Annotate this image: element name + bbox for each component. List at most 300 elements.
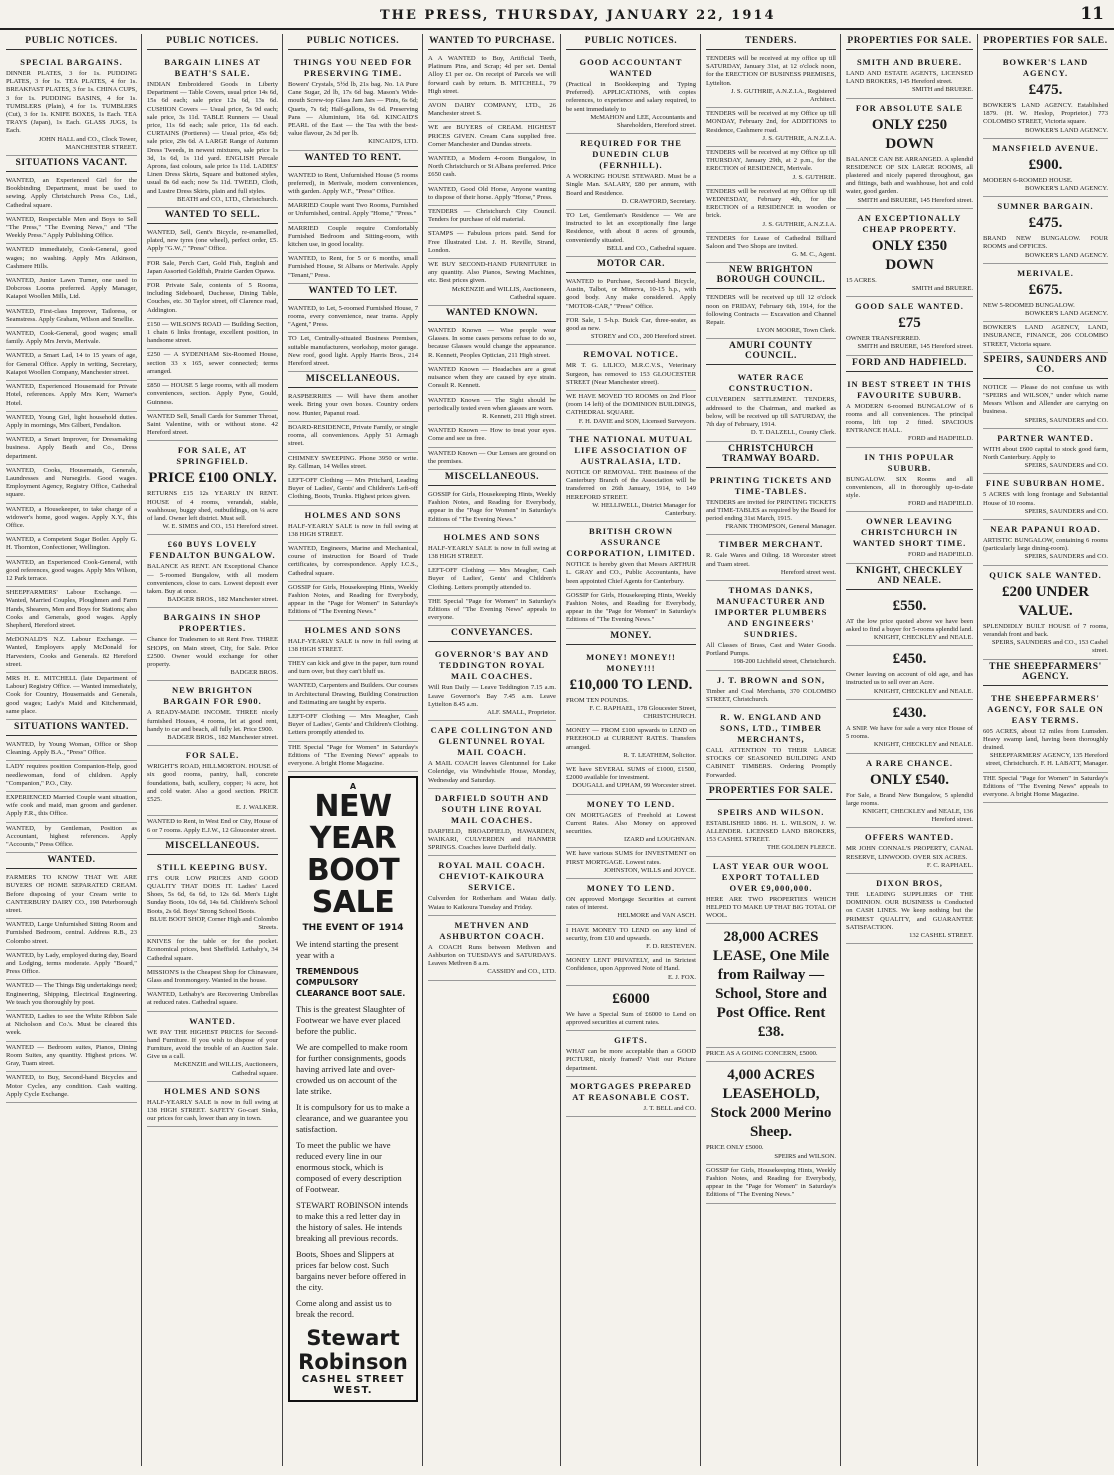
ad-text: £250 — A SYDENHAM Six-Roomed House, section 33 x 165, sewer connected; terms arranged. (147, 351, 278, 375)
ad-text: THE LEADING SUPPLIERS OF THE DOMINION. OUR BUSINESS is Conducted on CASH LINES. We keep nothing but the PRIMEST QUALITY, and GUARANTEE SATISFACTION. (846, 890, 973, 931)
ad-text: MRS H. E. MITCHELL (late Department of Labour) Registry Office. — Wanted immediately, Cook for Country, Housemaids and Generals, good wages; Lady's Maid and Kitchenmaid, same place. (6, 674, 137, 715)
ad-text: MR T. G. LILICO, M.R.C.V.S., Veterinary Surgeon, has removed to 153 GLOUCESTER STREET (Near Manchester street). (566, 362, 696, 386)
ad-text: WANTED, Large Unfurnished Sitting Room and Furnished Bedroom, central. Address R.B., 23 Colombo street. (6, 921, 137, 945)
ad-text: £850 — HOUSE 5 large rooms, with all modern conveniences, section. Apply Pyne, Gould, Guinness. (147, 382, 278, 406)
ad-signature: BADGER BROS., 182 Manchester street. (167, 733, 278, 741)
ad-heading: WATER RACE CONSTRUCTION. (728, 372, 814, 394)
ad-text: CALL ATTENTION TO THEIR LARGE STOCKS OF SEASONED BUILDING AND CABINET TIMBERS. Ordering Promptly Forwarded. (706, 746, 836, 779)
ad-text: TO Let, Centrally-situated Business Premises, suitable manufacturers, workshop, motor garage. New roof, good light. Apply Harris Bros., 214 Hereford street. (288, 335, 418, 368)
classified-ad (288, 170, 418, 201)
ad-text: LEFT-OFF Clothing — Mrs Pritchard, Leading Buyer of Ladies', Gents' and Children's Left-off Clothing, Boots, Trunks. Highest prices given. (288, 476, 418, 501)
ad-text: LAND AND ESTATE AGENTS, LICENSED LAND BROKERS, 145 Hereford street. (846, 70, 973, 86)
ad-signature: FORD and HADFIELD. (907, 435, 973, 443)
ad-text: WANTED, Engineers, Marine and Mechanical, course of instruction for Board of Trade certificates, by correspondence. Apply I.C.S., Cathedral square. (288, 544, 418, 577)
classified-ad (566, 795, 696, 849)
ad-text: CHIMNEY SWEEPING. Phone 3950 or write. Ry. Gillman, 14 Welles street. (288, 454, 418, 470)
ad-price: £10,000 TO LEND. (569, 676, 693, 693)
ad-heading: REQUIRED FOR THE DUNEDIN CLUB (FERNHILL). (580, 138, 682, 171)
classified-ad (983, 53, 1108, 139)
classified-ad (428, 596, 556, 627)
column-rule (977, 34, 978, 1466)
ad-text: WANTED to Rent, in West End or City, House of 6 or 7 rooms. Apply E.J.W., 12 Gloucester street. (147, 818, 278, 834)
ad-signature: 132 CASHEL STREET. (909, 931, 973, 939)
ad-text: FOR Sale, Perch Cart, Gold Fish, English and Japan Assorted Goldfish, Prairie Garden Opawa. (147, 259, 278, 275)
ad-text: WANTED — The Things Big undertakings need; Engineering, Shipping, Electrical Engineering. We teach you thoroughly by post. (6, 982, 137, 1006)
ad-heading: MONEY! MONEY!! MONEY!!! (586, 651, 676, 673)
ad-heading: IN BEST STREET IN THIS FAVOURITE SUBURB. (847, 378, 972, 400)
classified-ad (428, 916, 556, 981)
ad-signature: McKENZIE and WILLIS, Auctioneers, Cathedral square. (451, 285, 556, 301)
ad-heading: ROYAL MAIL COACH. CHEVIOT-KAIKOURA SERVICE. (438, 860, 546, 893)
ad-text: FARMERS TO KNOW THAT WE ARE BUYERS OF HOME SEPARATED CREAM. Before disposing of your Cream write to CANTERBURY DAIRY CO., 198 Peterborough street. (6, 874, 137, 915)
classified-ad (6, 306, 137, 328)
ad-text: MODERN 6-ROOMED HOUSE. (983, 176, 1073, 184)
section-heading: PUBLIC NOTICES. (288, 34, 418, 50)
ad-text: WE have SEVERAL SUMS of £1000, £1500, £2000 available for investment. (566, 765, 696, 782)
ad-heading: SUMNER BARGAIN. (997, 201, 1094, 212)
ad-heading: LAST YEAR OUR WOOL EXPORT TOTALLED OVER £9,000,000. (712, 860, 830, 893)
ad-text: WANTED Sell, Small Cards for Summer Throat, Saint Valentine, with or without stone. 42 Hereford street. (147, 412, 278, 437)
ad-text: WANTED Known — The Sight should be periodically tested even when glasses are worn. (428, 396, 556, 412)
classified-ad (846, 209, 973, 297)
ad-text: WANTED — Bedroom suites, Pianos, Dining Room Suites, any quantity. Highest prices. W. Gray, Tuam street. (6, 1043, 137, 1068)
section-heading: SITUATIONS VACANT. (6, 156, 137, 172)
section-heading: MISCELLANEOUS. (428, 470, 556, 486)
ad-text: 605 ACRES, about 12 miles from Lumsden. Heavy swamp land, having been thoroughly drained. (983, 727, 1108, 751)
ad-text: Will Run Daily — Leave Teddington 7.15 a.m. Leave Governor's Bay 7.45 a.m. Leave Lyttelton 8.45 a.m. (428, 684, 556, 708)
section-heading: FORD AND HADFIELD. (846, 356, 973, 372)
ad-text: 15 ACRES. (846, 276, 877, 284)
ad-price: £475. (1028, 82, 1063, 98)
ad-signature: BEATH and CO., LTD., Christchurch. (176, 195, 278, 203)
classified-ad (147, 535, 278, 608)
classified-ad (428, 528, 556, 565)
column-rule (422, 34, 423, 1466)
classified-ad (147, 349, 278, 380)
column-5 (562, 34, 700, 1466)
ad-signature: FORD and HADFIELD. (907, 500, 973, 508)
ad-heading: PARTNER WANTED. (997, 432, 1094, 443)
section-heading: WANTED TO LET. (288, 284, 418, 300)
ad-text: THE Special "Page for Women" in Saturday's Editions of "The Evening News" appeals to everyone. A bright Home Magazine. (983, 774, 1108, 798)
classified-ad (428, 645, 556, 721)
ad-signature: SMITH and BRUERE, 145 Hereford street. (857, 196, 973, 204)
classified-ad (428, 228, 556, 259)
ad-text: OWNER TRANSFERRED. (846, 335, 921, 343)
ad-heading: BRITISH CROWN ASSURANCE CORPORATION, LIMITED. (566, 526, 696, 559)
ad-text: WANTED, a Housekeeper, to take charge of a widower's home, good wages. Apply X.Y., this Office. (6, 505, 137, 529)
ad-text: BOWKER'S LAND AGENCY. Established 1879. (H. W. Heslop, Proprietor.) 773 COLOMBO STREET, Victoria square. (983, 102, 1108, 126)
classified-ad (846, 874, 973, 944)
ad-signature: SPEIRS, SAUNDERS and CO. (1024, 416, 1108, 424)
classified-ad (706, 1048, 836, 1062)
ad-heading: WANTED. (189, 1015, 236, 1026)
ad-text: WITH about £600 capital to stock good farm, North Canterbury. Apply to (983, 445, 1108, 462)
classified-ad (983, 773, 1108, 804)
ad-signature: JOHNSTON, WILLS and JOYCE. (603, 866, 696, 874)
classified-ad (428, 721, 556, 789)
column-rule (700, 34, 701, 1466)
classified-ad (6, 504, 137, 535)
ad-signature: FORD and HADFIELD. (907, 551, 973, 559)
ad-text: WANTED, Good Old Horse, Anyone wanting to dispose of their horse. Apply "Horse," Press. (428, 185, 556, 201)
classified-ad (983, 474, 1108, 520)
ad-heading: MERIVALE. (1017, 267, 1074, 278)
classified-ad (706, 292, 836, 339)
classified-ad (428, 425, 556, 447)
classified-ad (6, 175, 137, 214)
classified-ad (983, 689, 1108, 773)
ad-text: I HAVE MONEY TO LEND on any kind of security, from £10 and upwards. (566, 926, 696, 942)
ad-text: WANTED Known — Headaches are a great nuisance when they are caused by eye strain. Consult R. Kennett. (428, 365, 556, 390)
advert-paragraph: Boots, Shoes and Slippers at prices far below cost. Such bargains never before offered in the city. (296, 1249, 406, 1293)
classified-ad (846, 375, 973, 448)
section-heading: PUBLIC NOTICES. (147, 34, 278, 50)
ad-text: WANTED, Respectable Men and Boys to Sell "The Press," "The Evening News," and "The Weekly Press." Apply Publishing Office. (6, 215, 137, 240)
ad-text: HALF-YEARLY SALE is now in full swing at 138 HIGH STREET. (288, 522, 418, 538)
classified-ad (706, 1165, 836, 1204)
ad-text: FOR Private Sale, contents of 5 Rooms, including Sideboard, Duchesse, Dining Table, Couches, etc. 30 Taylor street, off Clarence road, Addington. (147, 282, 278, 314)
ad-signature: JOHN HALL and CO., Clock Tower, MANCHESTER STREET. (38, 135, 137, 151)
classified-ad (147, 746, 278, 816)
ad-text: BOWKER'S LAND AGENCY, LAND, INSURANCE, FINANCE, 206 COLOMBO STREET, Victoria square. (983, 324, 1108, 348)
classified-ad (566, 210, 696, 257)
classified-ad (6, 792, 137, 823)
ad-signature: KNIGHT, CHECKLEY and NEALE. (873, 741, 973, 749)
classified-ad (706, 708, 836, 784)
ad-price: £475. (1028, 215, 1063, 232)
ad-text: PRICE AS A GOING CONCERN, £5000. (706, 1050, 818, 1058)
ad-text: WANTED, to Buy, Second-hand Bicycles and Motor Cycles, any condition. Cash waiting. Apply Cycle Exchange. (6, 1074, 137, 1098)
ad-heading: SPEIRS AND WILSON. (717, 806, 825, 817)
ad-heading: AN EXCEPTIONALLY CHEAP PROPERTY. (857, 212, 962, 234)
ad-signature: BADGER BROS. (230, 669, 278, 677)
classified-ad (428, 856, 556, 915)
classified-ad (566, 848, 696, 879)
classified-ad (147, 258, 278, 280)
ad-signature: SPEIRS, SAUNDERS and CO. (1024, 507, 1108, 515)
classified-ad (566, 955, 696, 986)
advert-event: THE EVENT OF 1914 (302, 923, 404, 934)
ad-signature: KINCAID'S, LTD. (368, 138, 418, 146)
ad-text: EXPERIENCED Married Couple want situation, wife cook and maid, man groom and gardener. Apply F.R., this Office. (6, 794, 137, 818)
ad-text: LEFT-OFF Clothing — Mrs Meagher, Cash Buyer of Ladies', Gents' and Children's Clothing. Letters promptly attended to. (428, 567, 556, 591)
ad-signature: F. H. DAVIE and SON, Licensed Surveyors. (578, 417, 696, 425)
ad-text: WANTED Known — Our Lenses are ground on the premises. (428, 449, 556, 465)
classified-ad (428, 395, 556, 426)
ad-text: WANTED to Rent, Unfurnished House (5 rooms preferred), in Merivale, modern conveniences, with garden. Apply W.F., "Press" Office. (288, 171, 418, 196)
advert-title-line-2: BOOT SALE (306, 853, 400, 921)
ad-signature: KNIGHT, CHECKLEY and NEALE, 136 Hereford street. (862, 807, 973, 824)
ad-signature: SPEIRS, SAUNDERS and CO., 153 Cashel street. (991, 639, 1108, 655)
ad-signature: SMITH and BRUERE. (912, 285, 973, 293)
ad-text: GOSSIP for Girls, Housekeeping Hints, Weekly Fashion Notes, and Reading for Everybody, appear in the "Page for Women" in Saturday's Editions of "The Evening News." (428, 490, 556, 523)
ad-text: WANTED, to Rent, for 5 or 6 months, small Furnished House, St Albans or Merivale. Apply "Tenant," Press. (288, 255, 418, 279)
ad-text: WE BUY SECOND-HAND FURNITURE in any quantity. Also Pianos, Sewing Machines, etc. Best prices given. (428, 261, 556, 285)
classified-ad (6, 634, 137, 673)
ad-text: A A WANTED to Buy, Artificial Teeth, Platinum Pins, and Scrap; 4d per set. Dental Alloy £1 per oz. On receipt of Parcels we will forward cash by return. B. MITCHELL, 79 High street. (428, 55, 556, 95)
classified-ad (428, 184, 556, 206)
section-heading: AMURI COUNTY COUNCIL. (706, 339, 836, 365)
classified-ad (706, 1062, 836, 1164)
ad-signature: J. T. BELL and CO. (643, 1104, 696, 1112)
ad-text: GOSSIP for Girls, Housekeeping Hints, Weekly Fashion Notes, and Reading for Everybody, appear in the "Page for Women" in Saturday's Editions of "The Evening News." (566, 591, 696, 624)
ad-signature: E. J. WALKER. (235, 804, 278, 812)
ad-heading: GIFTS. (614, 1035, 648, 1046)
classified-ad (147, 227, 278, 258)
ad-price: ONLY £540. (870, 771, 949, 788)
ad-text: PRICE ONLY £5000. (706, 1144, 764, 1152)
column-rule (282, 34, 283, 1466)
ad-text: MR JOHN CONNAL'S PROPERTY, CANAL RESERVE, LINWOOD. OVER SIX ACRES. (846, 845, 973, 861)
section-heading: KNIGHT, CHECKLEY AND NEALE. (846, 564, 973, 590)
ad-signature: SHEEPFARMERS' AGENCY, 135 Hereford street, Christchurch. F. H. LABATT, Manager. (985, 752, 1108, 768)
classified-ad (566, 315, 696, 346)
ad-signature: W. E. SIMES and CO., 151 Hereford street. (162, 523, 278, 531)
section-heading: WANTED TO PURCHASE. (428, 34, 556, 50)
ad-text: WANTED, First-class Improver, Tailoress, or Seamstress. Apply Graham, Wilson and Smellie. (6, 307, 137, 323)
ad-price: £900. (1028, 156, 1063, 173)
ad-text: MONEY — FROM £100 upwards to LEND on FREEHOLD at CURRENT RATES. Transfers arranged. (566, 727, 696, 751)
column-2 (143, 34, 282, 1466)
classified-ad (428, 789, 556, 857)
ad-text: ESTABLISHED 1886. H. L. WILSON, J. W. ALLENDER. LICENSED LAND BROKERS, 153 CASHEL STREET. (706, 819, 836, 844)
classified-ad (6, 53, 137, 156)
ad-text: DINNER PLATES, 3 for 1s. PUDDING PLATES, 3 for 1s. TEA PLATES, 4 for 1s. BREAKFAST PLATES, 3 for 1s. CHINA CUPS, 3 for 1s. PUDDING BASINS, 4 for 1s. TUMBLERS (Plain), 4 for 1s. TUMBLERS (Cut), 3 for 1s. KNIFE BOXES, 1s Each. TEA TRAYS (Japan), 1s Each. GLASS JUGS, 1s Each. (6, 70, 137, 135)
ad-signature: J. S. GUTHRIE, A.N.Z.I.A. (762, 134, 836, 142)
ad-text: TENDERS will be received at my Office up till THURSDAY, January 29th, at 2 p.m., for the ERECTION of RESIDENCE, Merivale. (706, 149, 836, 173)
classified-ad (288, 582, 418, 621)
ad-heading: BARGAIN LINES AT BEATH'S SALE. (164, 57, 261, 78)
section-heading: CONVEYANCES. (428, 626, 556, 642)
ad-signature: BOWKER'S LAND AGENCY. (1025, 251, 1108, 259)
classified-ad (706, 803, 836, 857)
ad-text: WE PAY THE HIGHEST PRICES for Second-hand Furniture. If you wish to dispose of your Furniture, avoid the trouble of an Auction Sale. Give us a call. (147, 1028, 278, 1061)
ad-text: A READY-MADE INCOME. THREE nicely furnished Houses, 4 rooms, let at good rent, handy to car and beach, all fully let. Price £900. (147, 709, 278, 733)
ad-signature: HELMORE and VAN ASCH. (617, 912, 696, 920)
ad-signature: DOUGALL and UPHAM, 99 Worcester street. (572, 782, 696, 790)
classified-ad (147, 441, 278, 535)
classified-ad (706, 233, 836, 264)
section-heading: MISCELLANEOUS. (288, 372, 418, 388)
classified-ad (566, 590, 696, 629)
masthead (0, 0, 1114, 30)
classified-ad (6, 761, 137, 792)
ad-text: NOTICE is hereby given that Messrs ARTHUR L. GRAY and CO., Public Accountants, have been appointed Chief Agents for Canterbury. (566, 561, 696, 585)
ad-signature: Hereford street west. (780, 568, 836, 576)
ad-heading: HOLMES AND SONS (304, 509, 402, 520)
column-4 (424, 34, 560, 1466)
ad-text: ON MORTGAGES of Freehold at Lowest Current Rates. Also Money on approved securities. (566, 811, 696, 835)
classified-ad (846, 448, 973, 513)
ad-text: WANTED, a Smart Improver, for Dressmaking business. Apply Beath and Co., Dress department. (6, 436, 137, 460)
classified-ad (147, 816, 278, 838)
ad-text: A COACH Runs between Methven and Ashburton on TUESDAYS and SATURDAYS. Leaves Methven 8 a.m. (428, 943, 556, 968)
ad-signature: McKENZIE and WILLIS, Auctioneers, Cathedral square. (173, 1061, 278, 1077)
ad-text: TO Let, Gentleman's Residence — We are instructed to let an exceptionally fine large Residence, with about 8 acres of grounds, conveniently situated. (566, 212, 696, 244)
ad-text: Chance for Tradesmen to sit Rent Free. THREE SHOPS, on Main street, City, for Sale. Price £2500. Owner would exchange for other property. (147, 636, 278, 668)
classified-ad (288, 658, 418, 680)
ad-text: STAMPS — Fabulous prices paid. Send for Free Illustrated List. J. H. Reville, Strand, London. (428, 230, 556, 254)
classified-ad (846, 700, 973, 754)
classified-ad (428, 448, 556, 470)
classified-ad (706, 535, 836, 581)
ad-signature: F. D. RESTEVEN. (646, 943, 696, 950)
ad-signature: F. C. RAPHAEL, 178 Gloucester Street, CHRISTCHURCH. (589, 704, 696, 720)
classified-ad (6, 214, 137, 245)
column-1 (2, 34, 141, 1466)
ad-signature: BOWKER'S LAND AGENCY. (1025, 126, 1108, 134)
classified-ad (288, 453, 418, 475)
classified-ad (566, 53, 696, 134)
classified-ad (6, 950, 137, 981)
classified-ad (566, 522, 696, 590)
column-3 (284, 34, 422, 1466)
ad-heading: MORTGAGES PREPARED AT REASONABLE COST. (570, 1080, 692, 1102)
section-heading: SITUATIONS WANTED. (6, 720, 137, 736)
classified-ad (983, 139, 1108, 197)
ad-text: WANTED, Junior Lawn Turner, one used to Dobcross Looms preferred. Apply Manager, Kaiapoi Woollen Mills, Ltd. (6, 277, 137, 301)
ad-text: Timber and Coal Merchants, 370 COLOMBO STREET, Christchurch. (706, 687, 836, 703)
ad-text: WANTED, by Young Woman, Office or Shop Cleaning. Apply B.A., "Press" Office. (6, 741, 137, 757)
classified-ad (846, 754, 973, 829)
ad-text: WANTED, by Lady, employed during day, Board and Lodging, terms moderate. Apply "Board," Press Office. (6, 951, 137, 976)
boot-sale-advert (288, 776, 418, 1402)
ad-price: ONLY £350 DOWN (871, 237, 948, 273)
classified-ad (147, 1012, 278, 1082)
ad-text: WANTED, a Smart Lad, 14 to 15 years of age, for General Office. Apply in writing, Secretary, Kaiapoi Woollen Company, Manchester street. (6, 352, 137, 376)
advert-address: CASHEL STREET WEST. (301, 1374, 405, 1397)
ad-price: £200 UNDER VALUE. (1001, 583, 1090, 619)
ad-signature: IZARD and LOUGHNAN. (624, 836, 696, 844)
classified-ad (288, 253, 418, 284)
classified-ad (566, 648, 696, 726)
ad-price: £675. (1028, 281, 1063, 298)
ad-text: WANTED immediately, Cook-General, good wages; no washing. Apply Mrs Atkinson, Cashmere Hills. (6, 246, 137, 270)
classified-ad (428, 259, 556, 306)
ad-text: DARFIELD, BROADFIELD, HAWARDEN, WAIKARI, CULVERDEN and HANMER SPRINGS. Coaches leave Darfield daily. (428, 827, 556, 852)
ad-text: McDONALD'S N.Z. Labour Exchange. — Wanted, Employers apply McDonald for Harvesters, Cooks and Generals. 82 Hereford street. (6, 636, 137, 668)
section-heading: WANTED. (6, 853, 137, 869)
ad-text: HALF-YEARLY SALE is now in full swing at 138 HIGH STREET. (288, 637, 418, 653)
classified-ad (6, 919, 137, 950)
ad-text: Bowers' Crystals, 5½d lb, 21s bag. No. 1A Pure Cane Sugar, 2d lb, 17s 6d bag. Mason's Wide-mouth Screw-top Glass Jam Jars — Pints, 6s 6d; Quarts, 7s 6d; Half-gallons, 9s 6d. Preserving Pans — Aluminium, 16s 6d. KINCAID'S PEARL of the East — the Tea with the best-value flavour, 2s 3d per lb. (288, 81, 418, 138)
ad-text: IT'S OUR LOW PRICES AND GOOD QUALITY THAT DOES IT. Ladies' Laced Shoes, 5s 6d, 6s 6d, to 12s 6d. Men's Light Sunday Boots, 10s 6d, 14s 6d. Children's School Boots, 2s 6d. Boys' Strong School Boots. (147, 874, 278, 915)
classified-ad (147, 936, 278, 967)
advert-firm-name: Stewart Robinson (298, 1326, 408, 1375)
classified-ad (288, 53, 418, 151)
classified-ad (983, 322, 1108, 353)
ad-text: WANTED, Experienced Housemaid for Private Hotel, references. Apply Mrs Kerr, Warner's Hotel. (6, 383, 137, 407)
classified-ad (846, 99, 973, 209)
ad-text: WANTED, Young Girl, light household duties. Apply in mornings, Mrs Gilbert, Fendalton. (6, 413, 137, 429)
ad-price: 28,000 ACRES LEASE, One Mile from Railway — School, Store and Post Office. Rent £38. (712, 929, 830, 1041)
ad-text: MISSION'S is the Cheapest Shop for Chinaware, Glass and Ironmongery. Wanted in the house. (147, 968, 278, 985)
ad-heading: OWNER LEAVING CHRISTCHURCH IN WANTED SHORT TIME. (852, 516, 967, 549)
ad-text: WANTED, Sell, Gent's Bicycle, re-enamelled, plated, new tyres (one wheel), perfect order, £5. Apply "G.W.," "Press" Office. (147, 229, 278, 253)
advert-paragraph: It is compulsory for us to make a clearance, and we guarantee you satisfaction. (296, 1102, 410, 1135)
ad-signature: D. CRAWFORD, Secretary. (621, 197, 696, 205)
ad-heading: FOR ABSOLUTE SALE (855, 102, 964, 113)
classified-ad (706, 53, 836, 108)
ad-signature: CASSIDY and CO., LTD. (487, 968, 556, 976)
classified-ad (566, 134, 696, 210)
ad-text: FROM TEN POUNDS. (566, 696, 629, 704)
classified-ad (6, 328, 137, 350)
ad-text: WANTED, an Experienced Cook-General, with good references, good wages. Apply Mrs Wilson, 12 Park terrace. (6, 558, 137, 582)
advert-kicker: A (349, 782, 357, 792)
masthead-title: THE PRESS, THURSDAY, JANUARY 22, 1914 (380, 8, 776, 23)
ad-text: HALF-YEARLY SALE is now in full swing at 138 HIGH STREET. SAFETY Go-cart Sinks, our prices for cash, lower than any in town. (147, 1098, 278, 1123)
ad-text: Owner leaving on account of old age, and has instructed us to sell over an Acre. (846, 671, 973, 687)
ad-text: WRIGHT'S ROAD, HILLMORTON. HOUSE of six good rooms, pantry, hall, concrete foundations, bath, scullery, copper; ¼ acre, hot and cold water. Also a good section. PRICE £525. (147, 763, 278, 803)
column-rule (141, 34, 142, 1466)
ad-signature: E. J. FOX. (667, 973, 696, 981)
classified-ad (147, 280, 278, 319)
ad-text: 5 ACRES with long frontage and Substantial House of 10 rooms. (983, 491, 1108, 507)
classified-ad (983, 429, 1108, 475)
ad-heading: THINGS YOU NEED FOR PRESERVING TIME. (293, 57, 413, 78)
classified-ad (706, 671, 836, 708)
ad-heading: TIMBER MERCHANT. (718, 539, 824, 550)
ad-text: BOARD-RESIDENCE, Private Family, or single rooms, all conveniences. Apply 51 Armagh street. (288, 423, 418, 448)
column-7 (842, 34, 977, 1466)
classified-ad (566, 986, 696, 1031)
ad-text: NOTICE OF REMOVAL. THE Business of the Canterbury Branch of the Association will be transferred on 26th January, 1914, to 149 HEREFORD STREET. (566, 468, 696, 501)
ad-signature: SMITH and BRUERE. (912, 86, 973, 94)
classified-ad (147, 989, 278, 1011)
ad-signature: W. HELLIWELL, District Manager for Canterbury. (592, 501, 696, 517)
ad-text: WE are BUYERS of CREAM. HIGHEST PRICES GIVEN. Cream Cans supplied free. Corner Manchester and Dundas streets. (428, 124, 556, 148)
section-heading: PUBLIC NOTICES. (566, 34, 696, 50)
ad-signature: BOWKER'S LAND AGENCY. (1025, 185, 1108, 193)
ad-signature: R. T. LEATHEM, Solicitor. (623, 751, 696, 759)
classified-ad (6, 244, 137, 275)
ad-heading: HOLMES AND SONS (304, 624, 402, 635)
ad-text: NOTICE — Please do not confuse us with "SPEIRS and WILSON," under which name Messrs Wilson and Allender are carrying on business. (983, 383, 1108, 416)
ad-signature: KNIGHT, CHECKLEY and NEALE. (873, 687, 973, 695)
classified-ad (6, 587, 137, 634)
ad-signature: 198-200 Lichfield street, Christchurch. (733, 658, 836, 666)
ad-heading: IN THIS POPULAR SUBURB. (864, 451, 955, 473)
classified-ad (288, 680, 418, 711)
classified-ad (288, 223, 418, 254)
ad-signature: SPEIRS, SAUNDERS and CO. (1024, 553, 1108, 561)
ad-text: TENDERS for Lease of Cathedral Billiard Saloon and Two Shops are invited. (706, 234, 836, 251)
ad-heading: SMITH AND BRUERE. (856, 57, 963, 67)
advert-paragraph: STEWART ROBINSON intends to make this a red letter day in the history of sales. He intends breaking all previous records. (296, 1200, 409, 1244)
ad-signature: J. S. GUTHRIE. (792, 173, 836, 181)
ad-text: ON approved Mortgage Securities at current rates of interest. (566, 895, 696, 912)
ad-heading: FOR SALE. (185, 750, 240, 761)
classified-ad (288, 200, 418, 222)
ad-text: WANTED, to Let, 5-roomed Furnished House, 7 rooms, every convenience, near trams. Apply "Agent," Press. (288, 304, 418, 329)
classified-ad (428, 364, 556, 395)
classified-ad (288, 303, 418, 334)
ad-text: THEY can kick and give in the paper, turn round and turn over, but they can't bluff us. (288, 659, 418, 676)
ad-text: A WORKING HOUSE STEWARD. Must be a Single Man. SALARY, £80 per annum, with Board and Residence. (566, 173, 696, 197)
ad-signature: BADGER BROS., 182 Manchester street. (167, 596, 278, 604)
ad-heading: THE NATIONAL MUTUAL LIFE ASSOCIATION OF AUSTRALASIA, LTD. (569, 433, 693, 466)
ad-text: A MAIL COACH leaves Glentunnel for Lake Coleridge, via Windwhistle House, Monday, Wednesday and Saturday. (428, 760, 556, 784)
classified-ad (288, 506, 418, 543)
ad-heading: £60 BUYS LOVELY FENDALTON BUNGALOW. (149, 539, 276, 561)
ad-text: BALANCE AS RENT. AN Exceptional Chance — 5-roomed Bungalow, with all modern conveniences, close to cars. Lowest deposit ever taken. Buy at once. (147, 563, 278, 595)
ad-signature: THE GOLDEN FLEECE. (766, 844, 836, 852)
ad-heading: GOOD ACCOUNTANT WANTED (579, 57, 683, 78)
classified-ad (288, 475, 418, 506)
classified-ad (983, 264, 1108, 322)
